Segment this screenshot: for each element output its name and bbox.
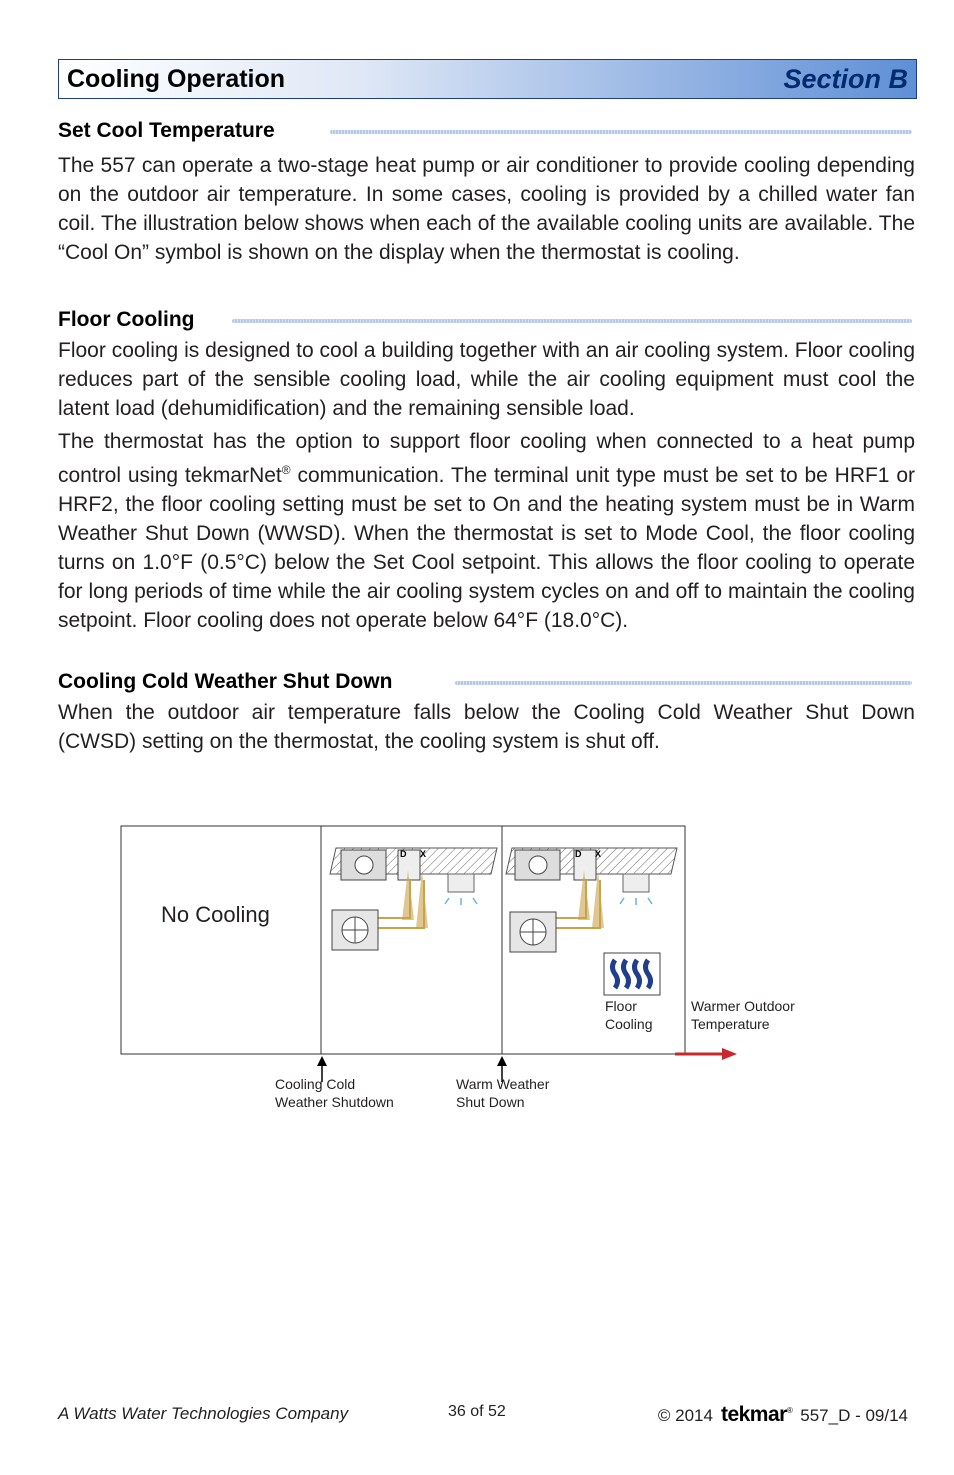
heading-rule xyxy=(330,130,912,134)
floor-cooling-label: Floor Cooling xyxy=(605,998,653,1032)
valve-label-d: D xyxy=(575,849,582,859)
footer-company: A Watts Water Technologies Company xyxy=(58,1404,349,1423)
section-header-bar xyxy=(58,59,917,99)
valve-label-x: X xyxy=(595,849,602,859)
paragraph-floor-cooling-1: Floor cooling is designed to cool a building together with an air cooling system. Floor cooling reduces part of the sensible cooling load, while the air cooling equipment must cool the latent load (dehumidification) and the remaining sensible load. xyxy=(58,339,915,420)
warmer-outdoor-label: Warmer Outdoor Temperature xyxy=(691,998,795,1032)
valve-label-x: X xyxy=(420,849,427,859)
cwsd-marker-label: Cooling Cold Weather Shutdown xyxy=(275,1076,394,1110)
heading-cooling-cwsd: Cooling Cold Weather Shut Down xyxy=(58,670,393,693)
wwsd-marker-label: Warm Weather Shut Down xyxy=(456,1076,550,1110)
page-number: 36 of 52 xyxy=(448,1403,506,1420)
section-label: Section B xyxy=(783,64,908,94)
footer-right xyxy=(658,1403,908,1427)
heading-rule xyxy=(232,319,912,323)
heading-floor-cooling: Floor Cooling xyxy=(58,308,195,331)
copyright: © 2014 xyxy=(657,1406,713,1425)
paragraph-cwsd: When the outdoor air temperature falls below the Cooling Cold Weather Shut Down (CWSD) setting on the thermostat, the cooling system is shut off. xyxy=(58,701,915,753)
cooling-diagram xyxy=(110,820,830,1120)
floor-cooling-icon xyxy=(604,953,660,995)
paragraph-set-cool: The 557 can operate a two-stage heat pump or air conditioner to provide cooling depending on the outdoor air temperature. In some cases, cooling is provided by a chilled water fan coil. The illustration below shows when each of the available cooling units are available. The “Cool On” symbol is shown on the display when the thermostat is cooling. xyxy=(58,154,915,264)
brand-logo: tekmar® xyxy=(720,1403,793,1426)
document-code: 557_D - 09/14 xyxy=(800,1406,908,1425)
heading-set-cool-temperature: Set Cool Temperature xyxy=(58,119,275,142)
paragraph-floor-cooling-2: The thermostat has the option to support floor cooling when connected to a heat pump control using tekmarNet® communication. The terminal unit type must be set to be HRF1 or HRF2, the floor cooling setting must be set to On and the heating system must be in Warm Weather Shut Down (WWSD). When the thermostat is set to Mode Cool, the floor cooling turns on 1.0°F (0.5°C) below the Set Cool setpoint. This allows the floor cooling to operate for long periods of time while the air cooling system cycles on and off to maintain the cooling setpoint. Floor cooling does not operate below 64°F (18.0°C). xyxy=(58,430,915,632)
page-title: Cooling Operation xyxy=(67,65,286,93)
no-cooling-label: No Cooling xyxy=(161,902,270,927)
brand-name: tekmar xyxy=(720,1403,787,1426)
valve-label-d: D xyxy=(400,849,407,859)
heading-rule xyxy=(455,681,912,685)
